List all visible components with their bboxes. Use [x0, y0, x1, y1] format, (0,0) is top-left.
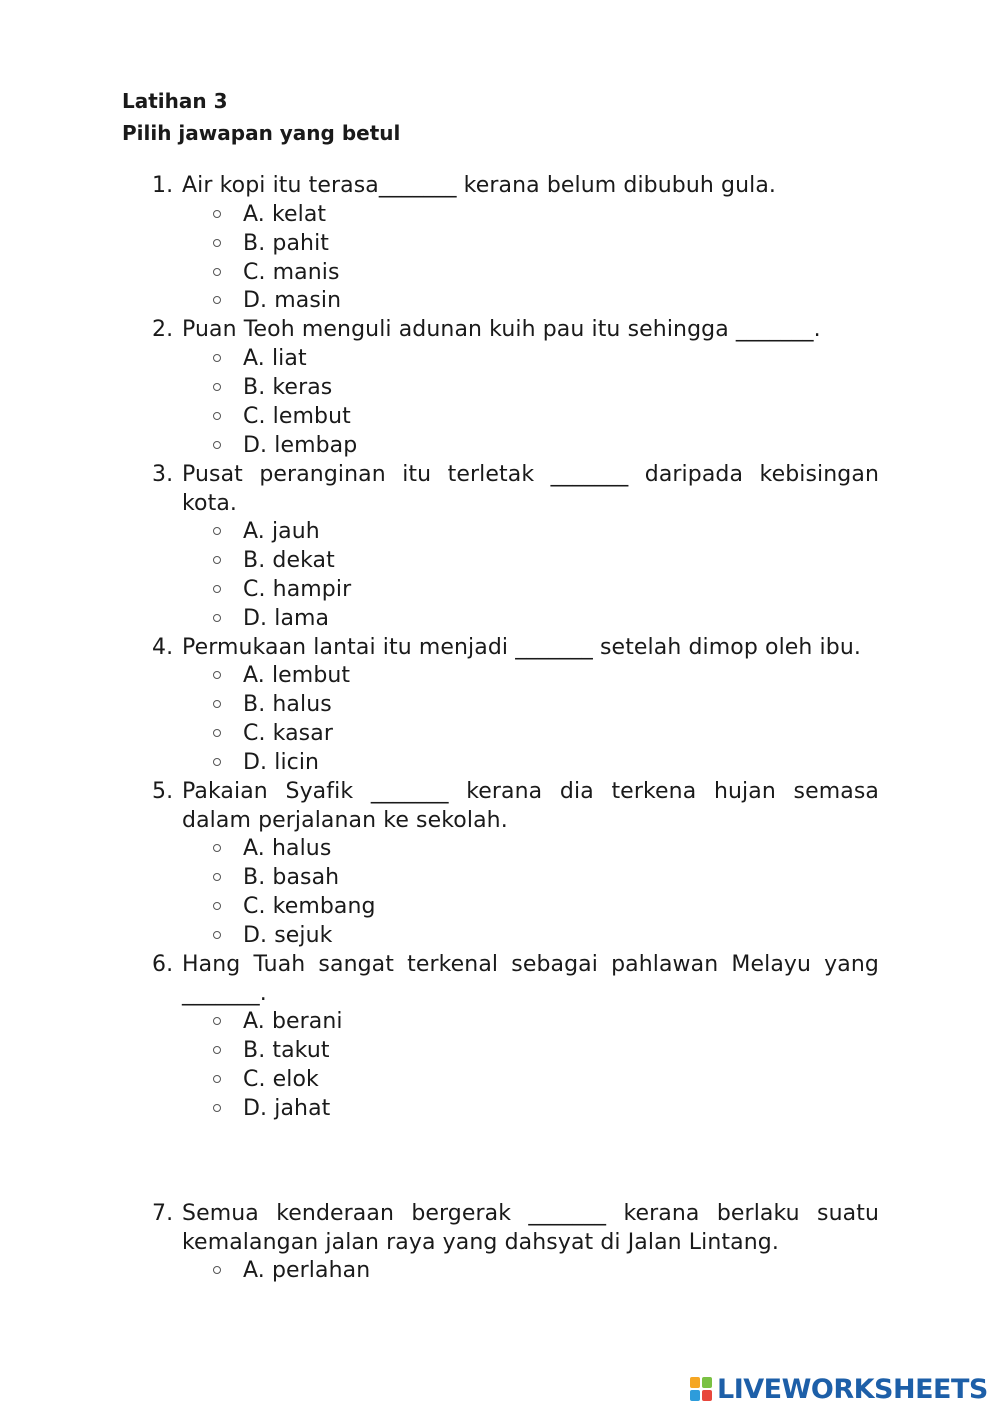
circle-bullet-icon [213, 873, 221, 881]
question-number: 7. [152, 1201, 174, 1226]
question-text: Hang Tuah sangat terkenal sebagai pahlawan Melayu yang _______. [182, 952, 879, 1006]
question-number: 2. [152, 317, 174, 342]
circle-bullet-icon [213, 354, 221, 362]
question-number: 1. [152, 173, 174, 198]
circle-bullet-icon [213, 614, 221, 622]
exercise-instruction: Pilih jawapan yang betul [122, 121, 401, 145]
circle-bullet-icon [213, 1075, 221, 1083]
circle-bullet-icon [213, 296, 221, 304]
question-number: 6. [152, 952, 174, 977]
circle-bullet-icon [213, 700, 221, 708]
question-text: Permukaan lantai itu menjadi _______ setelah dimop oleh ibu. [182, 635, 861, 660]
worksheet-page: Latihan 3 Pilih jawapan yang betul 1. Air kopi itu terasa_______ kerana belum dibubuh gula. A. kelat B. pahit C. manis D. masin 2. Puan Teoh menguli adunan kuih pau itu sehingga _______. A. liat B. keras C. lembut D. lembap 3. Pusat peranginan itu terletak _______ daripada kebisingan kota. A. jauh B. dekat C. hampir D. lama 4. Permukaan lantai itu menjadi _______ setelah dimop oleh ibu. A. lembut B. halus C. kasar D. licin 5. Pakaian Syafik _______ kerana dia terkena hujan semasa dalam perjalanan ke sekolah. A. halus B. basah C. kembang D. sejuk 6. Hang Tuah sangat terkenal sebagai pahlawan Melayu yang _______. A. berani B. takut C. elok D. jahat 7. Semua kenderaan bergerak _______ kerana berlaku suatu kemalangan jalan raya yang dahsyat di Jalan Lintang. A. perlahan LIVEWORKSHEETS [0, 0, 1000, 1414]
circle-bullet-icon [213, 585, 221, 593]
circle-bullet-icon [213, 556, 221, 564]
circle-bullet-icon [213, 1104, 221, 1112]
circle-bullet-icon [213, 1266, 221, 1274]
question-text: Puan Teoh menguli adunan kuih pau itu sehingga _______. [182, 317, 821, 342]
question-text: Pakaian Syafik _______ kerana dia terkena hujan semasa dalam perjalanan ke sekolah. [182, 779, 879, 833]
question-number: 5. [152, 779, 174, 804]
brand-name: LIVEWORKSHEETS [717, 1374, 988, 1405]
circle-bullet-icon [213, 210, 221, 218]
circle-bullet-icon [213, 1046, 221, 1054]
circle-bullet-icon [213, 1017, 221, 1025]
circle-bullet-icon [213, 239, 221, 247]
circle-bullet-icon [213, 441, 221, 449]
circle-bullet-icon [213, 902, 221, 910]
circle-bullet-icon [213, 671, 221, 679]
circle-bullet-icon [213, 758, 221, 766]
circle-bullet-icon [213, 527, 221, 535]
liveworksheets-logo-icon [690, 1377, 714, 1403]
circle-bullet-icon [213, 268, 221, 276]
circle-bullet-icon [213, 844, 221, 852]
circle-bullet-icon [213, 931, 221, 939]
circle-bullet-icon [213, 383, 221, 391]
circle-bullet-icon [213, 729, 221, 737]
question-text: Pusat peranginan itu terletak _______ daripada kebisingan kota. [182, 462, 879, 516]
exercise-title: Latihan 3 [122, 89, 228, 113]
question-number: 4. [152, 635, 174, 660]
question-number: 3. [152, 462, 174, 487]
liveworksheets-brand [690, 1372, 988, 1408]
circle-bullet-icon [213, 412, 221, 420]
question-text: Air kopi itu terasa_______ kerana belum dibubuh gula. [182, 173, 777, 198]
question-text: Semua kenderaan bergerak _______ kerana berlaku suatu kemalangan jalan raya yang dahsyat di Jalan Lintang. [182, 1201, 879, 1255]
